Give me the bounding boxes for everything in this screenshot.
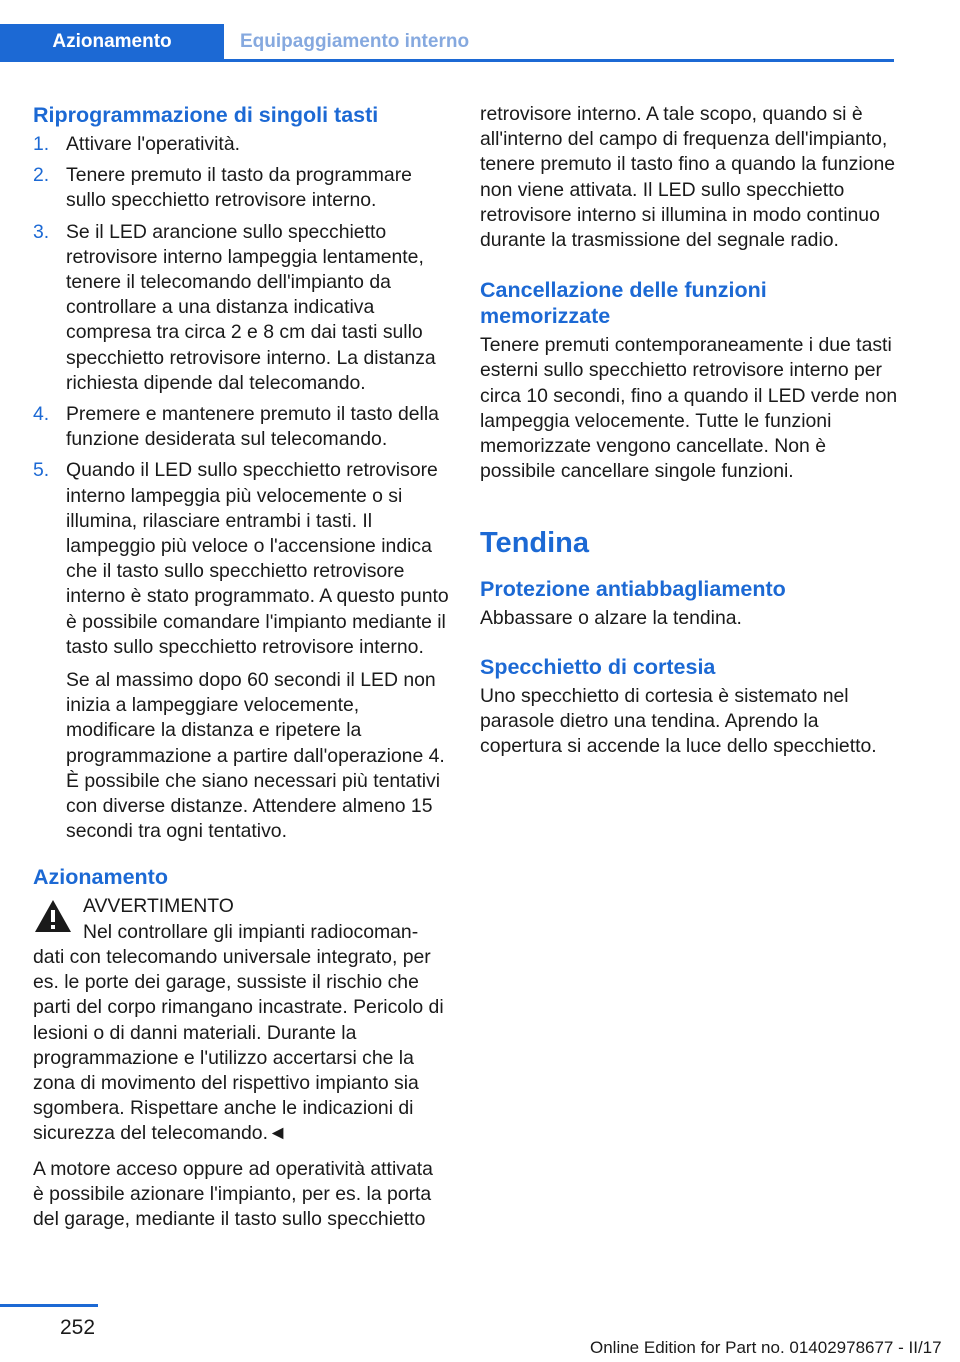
step-text: Quando il LED sullo specchietto retrovisore interno lampeggia più velocemente o si illumina, rilasciare entrambi i tasti. Il lampeggio più veloce o l'accensione indica che il tasto sullo specchietto retrovisore interno è stato programmato. A questo punto è possibile comandare l'impianto mediante il tasto sullo specchietto retrovisore interno. [66,459,449,658]
warning-triangle-icon [33,898,73,934]
list-item [33,402,449,452]
list-item [33,163,449,213]
step-5-note: Se al massimo dopo 60 secondi il LED non inizia a lampeggiare velocemente, modificare la distanza e ripetere la programmazione a partire dall'operazione 4. È possibile che siano necessari più tentativi con diverse distanze. Attendere almeno 15 secondi tra ogni tentativo. [66,669,445,843]
right-column [480,102,898,767]
footer-rule [0,1304,98,1307]
left-column [33,102,449,1240]
page-number: 252 [60,1316,96,1339]
list-item [33,132,449,157]
tab-equipaggiamento-interno[interactable]: Equipaggiamento interno [240,31,470,52]
paragraph-protezione: Abbassare o alzare la tendina. [480,607,742,630]
list-item [33,220,449,396]
step-number: 5. [33,459,50,482]
edition-note: Online Edition for Part no. 01402978677 - II/17 [590,1338,942,1357]
paragraph-continuation: retrovisore interno. A tale scopo, quando si è all'interno del campo di frequenza dell'impianto, tenere premuto il tasto fino a quando la funzione non viene attivata. Il LED sullo specchietto retrovisore interno si illumina in modo continuo durante la trasmissione del segnale radio. [480,103,896,252]
warning-first-line: Nel controllare gli impianti radiocoman- [83,920,419,943]
section-title-cancellazione: Cancellazione delle funzioni memorizzate [480,278,767,329]
step-number: 2. [33,164,50,187]
chapter-title-tendina: Tendina [480,527,590,560]
warning-text: dati con telecomando universale integrato, per es. le porte dei garage, sussiste il rischio che parti del corpo rimangano incastrate. Pericolo di lesioni o di danni materiali. Durante la programmazione e l'utilizzo accertarsi che la zona di movimento del rispettivo impianto sia sgombera. Rispettare anche le indicazioni di sicurezza del telecomando.◄ [33,945,444,1145]
step-number: 3. [33,220,50,243]
section-title-specchietto: Specchietto di cortesia [480,654,716,679]
step-number: 1. [33,133,50,155]
paragraph-cancellazione: Tenere premuti contemporaneamente i due tasti esterni sullo specchietto retrovisore interno per circa 10 secondi, fino a quando il LED verde non lampeggia velocemente. Tutte le funzioni memorizzate vengono cancellate. Non è possibile cancellare singole funzioni. [480,334,898,483]
warning-block [33,894,449,1146]
paragraph-specchietto: Uno specchietto di cortesia è sistemato nel parasole dietro una tendina. Aprendo la copertura si accende la luce dello specchietto. [480,684,877,758]
section-title-azionamento: Azionamento [33,865,168,890]
section-title-riprogrammazione: Riprogrammazione di singoli tasti [33,103,379,127]
step-text: Attivare l'operatività. [66,133,240,155]
tab-azionamento[interactable]: Azionamento [0,24,224,60]
step-text: Tenere premuto il tasto da programmare sullo specchietto retrovisore interno. [66,164,412,212]
steps-list [33,132,449,844]
header-tab-bar [0,24,894,62]
paragraph-motore: A motore acceso oppure ad operatività attivata è possibile azionare l'impianto, per es. la porta del garage, mediante il tasto sullo specchietto [33,1157,433,1230]
step-text: Premere e mantenere premuto il tasto della funzione desiderata sul telecomando. [66,403,439,451]
warning-heading: AVVERTIMENTO [83,895,234,918]
list-item [33,458,449,844]
step-text: Se il LED arancione sullo specchietto retrovisore interno lampeggia lentamente, tenere il telecomando dell'impianto da controllare a una distanza indicativa compresa tra circa 2 e 8 cm dai tasti sullo specchietto retrovisore interno. La distanza richiesta dipende dal telecomando. [66,220,436,394]
section-title-protezione: Protezione antiabbagliamento [480,577,786,602]
step-number: 4. [33,403,50,426]
